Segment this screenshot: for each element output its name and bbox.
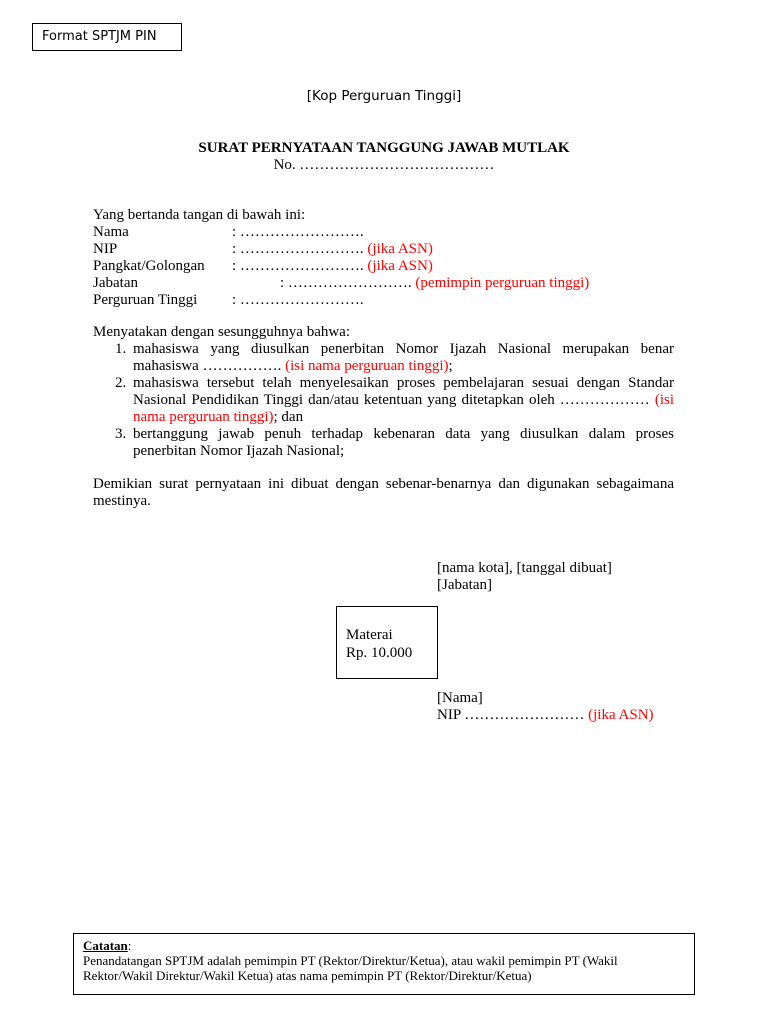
list-text: mahasiswa tersebut telah menyelesaikan proses pembelajaran sesuai dengan Standar Nasional Pendidikan Tinggi dan/atau ketentuan yang ditetapkan oleh ……………… [133, 375, 674, 408]
format-label: Format SPTJM PIN [42, 29, 157, 44]
stamp-duty-label: Materai [346, 627, 393, 643]
letterhead-placeholder: [Kop Perguruan Tinggi] [306, 88, 462, 104]
field-label: Nama [93, 224, 129, 240]
list-number: 3. [115, 426, 127, 442]
field-nip [93, 241, 433, 258]
format-label-box [32, 23, 182, 51]
signer-position: [Jabatan] [437, 577, 492, 593]
field-label: Perguruan Tinggi [93, 292, 198, 308]
signer-name: [Nama] [437, 690, 483, 706]
field-value: : ……………………. [232, 292, 364, 308]
field-value: : ……………………. [232, 258, 364, 274]
field-note: (pemimpin perguruan tinggi) [415, 275, 590, 291]
list-item [93, 375, 674, 426]
document-title: SURAT PERNYATAAN TANGGUNG JAWAB MUTLAK [198, 140, 570, 156]
field-value: : ……………………. [232, 224, 364, 240]
list-red-note: (isi nama perguruan tinggi) [133, 392, 674, 425]
field-value: : ……………………. [232, 241, 364, 257]
place-date: [nama kota], [tanggal dibuat] [437, 560, 612, 576]
signer-nip-text: NIP …………………… [437, 707, 589, 723]
list-red-note: (isi nama perguruan tinggi) [285, 358, 449, 374]
field-note: (jika ASN) [367, 258, 433, 274]
list-number: 2. [115, 375, 127, 391]
field-jabatan [93, 275, 589, 292]
note-colon: : [127, 938, 132, 953]
list-after: ; dan [273, 409, 304, 425]
statement-list [93, 341, 674, 460]
note-box [73, 933, 695, 995]
stamp-duty-amount: Rp. 10.000 [346, 645, 413, 661]
field-pangkat [93, 258, 433, 275]
signer-nip [437, 707, 654, 724]
list-item [93, 426, 674, 460]
statement-intro: Menyatakan dengan sesungguhnya bahwa: [93, 324, 351, 340]
note-heading: Catatan [83, 938, 128, 953]
field-label: Pangkat/Golongan [93, 258, 205, 274]
list-number: 1. [115, 341, 127, 357]
stamp-duty-box [336, 606, 438, 679]
list-text: bertanggung jawab penuh terhadap kebenaran data yang diusulkan dalam proses penerbitan Nomor Ijazah Nasional; [133, 426, 674, 459]
closing-paragraph: Demikian surat pernyataan ini dibuat dengan sebenar-benarnya dan digunakan sebagaimana mestinya. [93, 476, 674, 509]
field-label: NIP [93, 241, 118, 257]
list-text: mahasiswa yang diusulkan penerbitan Nomor Ijazah Nasional merupakan benar mahasiswa ……………. [133, 341, 674, 374]
field-value: : ……………………. [280, 275, 412, 291]
document-number: No. ………………………………… [273, 157, 495, 173]
signer-nip-note: (jika ASN) [588, 707, 654, 723]
list-after: ; [448, 358, 453, 374]
field-perguruan-tinggi [93, 292, 364, 309]
field-nama [93, 224, 364, 241]
list-item [93, 341, 674, 375]
intro-text: Yang bertanda tangan di bawah ini: [93, 207, 306, 223]
field-label: Jabatan [93, 275, 138, 291]
field-note: (jika ASN) [367, 241, 433, 257]
note-text: Penandatangan SPTJM adalah pemimpin PT (Rektor/Direktur/Ketua), atau wakil pemimpin PT (Wakil Rektor/Wakil Direktur/Wakil Ketua) atas nama pemimpin PT (Rektor/Direktur/Ketua) [83, 953, 618, 983]
